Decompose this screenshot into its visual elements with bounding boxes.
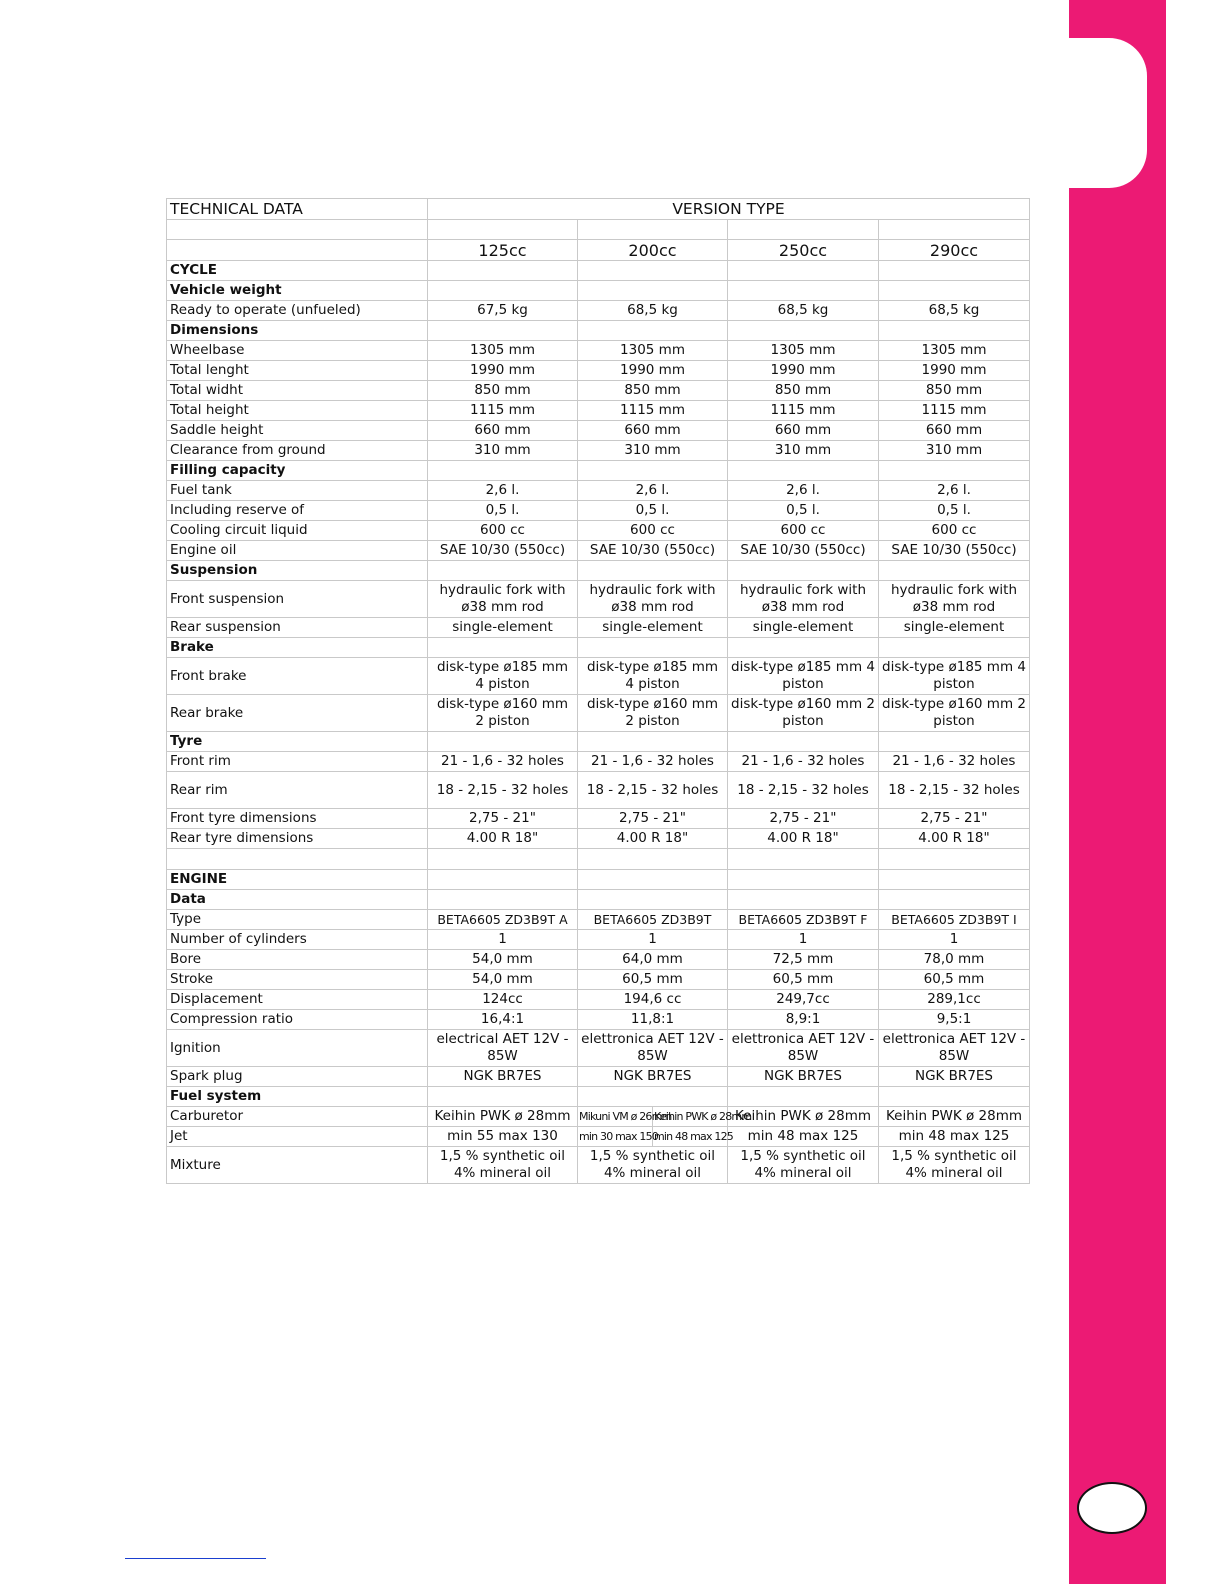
- row-label: Cooling circuit liquid: [167, 521, 428, 541]
- cell-value: 54,0 mm: [428, 950, 578, 970]
- cell-value: 1305 mm: [578, 341, 728, 361]
- cell-value: 1115 mm: [728, 401, 879, 421]
- section-heading: Vehicle weight: [167, 281, 428, 301]
- row-label: Type: [167, 910, 428, 930]
- cell-value: 1990 mm: [578, 361, 728, 381]
- table-row: [167, 1030, 1030, 1067]
- table-row: [167, 401, 1030, 421]
- table-row: [167, 1067, 1030, 1087]
- row-label: Jet: [167, 1127, 428, 1147]
- cell-value: 850 mm: [728, 381, 879, 401]
- row-label: Front suspension: [167, 581, 428, 618]
- row-label: Total widht: [167, 381, 428, 401]
- cell-value: 310 mm: [879, 441, 1030, 461]
- table-row: [167, 829, 1030, 849]
- table-row: [167, 930, 1030, 950]
- cell-value: 4.00 R 18": [428, 829, 578, 849]
- cell-value: min 48 max 125: [879, 1127, 1030, 1147]
- cell-value: NGK BR7ES: [728, 1067, 879, 1087]
- section-row: [167, 321, 1030, 341]
- section-row: [167, 281, 1030, 301]
- cell-value: hydraulic fork with ø38 mm rod: [428, 581, 578, 618]
- table-row: [167, 752, 1030, 772]
- cell-value: 60,5 mm: [578, 970, 728, 990]
- row-label: Front brake: [167, 658, 428, 695]
- table-row: [167, 301, 1030, 321]
- cell-value: min 48 max 125: [728, 1127, 879, 1147]
- cell-value: Keihin PWK ø 28mm: [879, 1107, 1030, 1127]
- cell-value: disk-type ø160 mm 2 piston: [728, 695, 879, 732]
- section-heading: Fuel system: [167, 1087, 428, 1107]
- section-row: [167, 870, 1030, 890]
- cell-value: NGK BR7ES: [879, 1067, 1030, 1087]
- cell-value: 1305 mm: [428, 341, 578, 361]
- section-heading: Suspension: [167, 561, 428, 581]
- cell-value: 194,6 cc: [578, 990, 728, 1010]
- cell-value: 600 cc: [879, 521, 1030, 541]
- cell-value: 600 cc: [728, 521, 879, 541]
- row-label: Rear suspension: [167, 618, 428, 638]
- cell-value: 21 - 1,6 - 32 holes: [879, 752, 1030, 772]
- version-header: 200cc: [578, 240, 728, 261]
- cell-value: 310 mm: [578, 441, 728, 461]
- table-row: [167, 220, 1030, 240]
- cell-value: min 55 max 130: [428, 1127, 578, 1147]
- row-label: Displacement: [167, 990, 428, 1010]
- cell-value: 78,0 mm: [879, 950, 1030, 970]
- cell-value: 1990 mm: [428, 361, 578, 381]
- table-row: [167, 381, 1030, 401]
- cell-value: single-element: [428, 618, 578, 638]
- cell-value: 18 - 2,15 - 32 holes: [879, 772, 1030, 809]
- row-label: Fuel tank: [167, 481, 428, 501]
- table-row: [167, 481, 1030, 501]
- version-header: 250cc: [728, 240, 879, 261]
- cell-value: 68,5 kg: [879, 301, 1030, 321]
- table-row: [167, 1127, 1030, 1147]
- table-row: [167, 809, 1030, 829]
- cell-value: 21 - 1,6 - 32 holes: [578, 752, 728, 772]
- table-row: [167, 1147, 1030, 1184]
- cell-value: NGK BR7ES: [428, 1067, 578, 1087]
- cell-value: BETA6605 ZD3B9T F: [728, 910, 879, 930]
- table-row: [167, 441, 1030, 461]
- table-row: [167, 950, 1030, 970]
- version-header: 125cc: [428, 240, 578, 261]
- table-row: [167, 990, 1030, 1010]
- cell-value: 2,6 l.: [428, 481, 578, 501]
- table-row: [167, 695, 1030, 732]
- cell-value: 64,0 mm: [578, 950, 728, 970]
- table-row: [167, 970, 1030, 990]
- cell-value: 2,6 l.: [578, 481, 728, 501]
- section-row: [167, 732, 1030, 752]
- section-heading: Tyre: [167, 732, 428, 752]
- cell-value: 60,5 mm: [728, 970, 879, 990]
- side-tab-cutout: [1069, 38, 1147, 188]
- cell-value: 18 - 2,15 - 32 holes: [578, 772, 728, 809]
- cell-value: 850 mm: [428, 381, 578, 401]
- cell-value: disk-type ø185 mm 4 piston: [879, 658, 1030, 695]
- table-row: [167, 772, 1030, 809]
- row-label: Saddle height: [167, 421, 428, 441]
- section-row: [167, 561, 1030, 581]
- cell-value: SAE 10/30 (550cc): [428, 541, 578, 561]
- section-heading: Dimensions: [167, 321, 428, 341]
- cell-value: SAE 10/30 (550cc): [578, 541, 728, 561]
- page-number-badge: [1077, 1482, 1147, 1534]
- cell-value: 1305 mm: [728, 341, 879, 361]
- cell-value: Mikuni VM ø 26mm: [578, 1107, 653, 1127]
- row-label: Wheelbase: [167, 341, 428, 361]
- table-row: [167, 421, 1030, 441]
- cell-value: 660 mm: [578, 421, 728, 441]
- table-row: [167, 541, 1030, 561]
- cell-value: 8,9:1: [728, 1010, 879, 1030]
- cell-value: 0,5 l.: [578, 501, 728, 521]
- table-row: [167, 618, 1030, 638]
- footer-link-line: [125, 1558, 266, 1559]
- row-label: Carburetor: [167, 1107, 428, 1127]
- cell-value: 21 - 1,6 - 32 holes: [428, 752, 578, 772]
- version-type-header: VERSION TYPE: [428, 199, 1030, 220]
- cell-value: 1,5 % synthetic oil 4% mineral oil: [428, 1147, 578, 1184]
- row-label: Stroke: [167, 970, 428, 990]
- cell-value: disk-type ø185 mm 4 piston: [578, 658, 728, 695]
- cell-value: 289,1cc: [879, 990, 1030, 1010]
- row-label: Total height: [167, 401, 428, 421]
- row-label: Number of cylinders: [167, 930, 428, 950]
- cell-value: 1,5 % synthetic oil 4% mineral oil: [578, 1147, 728, 1184]
- row-label: Rear tyre dimensions: [167, 829, 428, 849]
- cell-value: 68,5 kg: [578, 301, 728, 321]
- cell-value: 660 mm: [728, 421, 879, 441]
- cell-value: min 30 max 150: [578, 1127, 653, 1147]
- cell-value: BETA6605 ZD3B9T: [578, 910, 728, 930]
- cell-value: 660 mm: [428, 421, 578, 441]
- cell-value: single-element: [728, 618, 879, 638]
- table-header-row: [167, 199, 1030, 220]
- table-row: [167, 910, 1030, 930]
- row-label: Engine oil: [167, 541, 428, 561]
- cell-value: min 48 max 125: [653, 1127, 728, 1147]
- cell-value: 60,5 mm: [879, 970, 1030, 990]
- row-label: Ignition: [167, 1030, 428, 1067]
- section-heading: Filling capacity: [167, 461, 428, 481]
- table-row: [167, 1107, 1030, 1127]
- row-label: Rear brake: [167, 695, 428, 732]
- row-label: Bore: [167, 950, 428, 970]
- cell-value: 0,5 l.: [428, 501, 578, 521]
- cell-value: 9,5:1: [879, 1010, 1030, 1030]
- cell-value: disk-type ø185 mm 4 piston: [728, 658, 879, 695]
- cell-value: 1: [728, 930, 879, 950]
- cell-value: 1115 mm: [578, 401, 728, 421]
- cell-value: 2,75 - 21": [728, 809, 879, 829]
- version-header: 290cc: [879, 240, 1030, 261]
- row-label: Mixture: [167, 1147, 428, 1184]
- cell-value: 18 - 2,15 - 32 holes: [728, 772, 879, 809]
- section-row: [167, 461, 1030, 481]
- row-label: Clearance from ground: [167, 441, 428, 461]
- section-row: [167, 638, 1030, 658]
- section-row: [167, 890, 1030, 910]
- cell-value: 1990 mm: [879, 361, 1030, 381]
- section-heading: ENGINE: [167, 870, 428, 890]
- cell-value: 0,5 l.: [879, 501, 1030, 521]
- section-heading: CYCLE: [167, 261, 428, 281]
- cell-value: SAE 10/30 (550cc): [728, 541, 879, 561]
- cell-value: 850 mm: [879, 381, 1030, 401]
- cell-value: 249,7cc: [728, 990, 879, 1010]
- cell-value: 124cc: [428, 990, 578, 1010]
- cell-value: 600 cc: [578, 521, 728, 541]
- cell-value: 18 - 2,15 - 32 holes: [428, 772, 578, 809]
- cell-value: hydraulic fork with ø38 mm rod: [728, 581, 879, 618]
- cell-value: 11,8:1: [578, 1010, 728, 1030]
- cell-value: 16,4:1: [428, 1010, 578, 1030]
- cell-value: 2,75 - 21": [428, 809, 578, 829]
- table-row: [167, 501, 1030, 521]
- cell-value: 2,75 - 21": [578, 809, 728, 829]
- cell-value: 850 mm: [578, 381, 728, 401]
- cell-value: elettronica AET 12V - 85W: [728, 1030, 879, 1067]
- cell-value: 660 mm: [879, 421, 1030, 441]
- cell-value: 310 mm: [428, 441, 578, 461]
- spacer-row: [167, 849, 1030, 870]
- cell-value: 1: [879, 930, 1030, 950]
- cell-value: 4.00 R 18": [879, 829, 1030, 849]
- cell-value: Keihin PWK ø 28mm: [428, 1107, 578, 1127]
- magenta-side-bar: [1069, 0, 1166, 1584]
- section-heading: Brake: [167, 638, 428, 658]
- cell-value: disk-type ø160 mm 2 piston: [879, 695, 1030, 732]
- table-row: [167, 361, 1030, 381]
- cell-value: 1305 mm: [879, 341, 1030, 361]
- cell-value: elettronica AET 12V - 85W: [879, 1030, 1030, 1067]
- cell-value: 21 - 1,6 - 32 holes: [728, 752, 879, 772]
- row-label: Rear rim: [167, 772, 428, 809]
- cell-value: single-element: [578, 618, 728, 638]
- cell-value: BETA6605 ZD3B9T A: [428, 910, 578, 930]
- cell-value: 4.00 R 18": [728, 829, 879, 849]
- cell-value: 0,5 l.: [728, 501, 879, 521]
- cell-value: 1115 mm: [428, 401, 578, 421]
- cell-value: disk-type ø160 mm 2 piston: [578, 695, 728, 732]
- cell-value: NGK BR7ES: [578, 1067, 728, 1087]
- row-label: Front rim: [167, 752, 428, 772]
- table-row: [167, 581, 1030, 618]
- cell-value: 1115 mm: [879, 401, 1030, 421]
- table-row: [167, 1010, 1030, 1030]
- row-label: Ready to operate (unfueled): [167, 301, 428, 321]
- table-row: [167, 521, 1030, 541]
- cell-value: single-element: [879, 618, 1030, 638]
- cell-value: 2,75 - 21": [879, 809, 1030, 829]
- row-label: Front tyre dimensions: [167, 809, 428, 829]
- cell-value: 2,6 l.: [879, 481, 1030, 501]
- row-label: Including reserve of: [167, 501, 428, 521]
- cell-value: Keihin PWK ø 28mm: [728, 1107, 879, 1127]
- cell-value: 600 cc: [428, 521, 578, 541]
- cell-value: BETA6605 ZD3B9T I: [879, 910, 1030, 930]
- section-row: [167, 261, 1030, 281]
- row-label: Total lenght: [167, 361, 428, 381]
- cell-value: disk-type ø160 mm 2 piston: [428, 695, 578, 732]
- cell-value: disk-type ø185 mm 4 piston: [428, 658, 578, 695]
- cell-value: 1,5 % synthetic oil 4% mineral oil: [728, 1147, 879, 1184]
- technical-data-table: [166, 198, 1030, 1184]
- cell-value: 2,6 l.: [728, 481, 879, 501]
- cell-value: 1990 mm: [728, 361, 879, 381]
- section-heading: Data: [167, 890, 428, 910]
- section-row: [167, 1087, 1030, 1107]
- cell-value: 72,5 mm: [728, 950, 879, 970]
- cell-value: elettronica AET 12V - 85W: [578, 1030, 728, 1067]
- cell-value: 67,5 kg: [428, 301, 578, 321]
- table-row: [167, 658, 1030, 695]
- cell-value: 1,5 % synthetic oil 4% mineral oil: [879, 1147, 1030, 1184]
- cell-value: 310 mm: [728, 441, 879, 461]
- cell-value: hydraulic fork with ø38 mm rod: [578, 581, 728, 618]
- cell-value: 68,5 kg: [728, 301, 879, 321]
- cell-value: 1: [578, 930, 728, 950]
- cell-value: 54,0 mm: [428, 970, 578, 990]
- table-row: [167, 341, 1030, 361]
- version-columns-row: [167, 240, 1030, 261]
- cell-value: SAE 10/30 (550cc): [879, 541, 1030, 561]
- cell-value: Keihin PWK ø 28mm: [653, 1107, 728, 1127]
- cell-value: hydraulic fork with ø38 mm rod: [879, 581, 1030, 618]
- table-title: TECHNICAL DATA: [167, 199, 428, 220]
- cell-value: 1: [428, 930, 578, 950]
- cell-value: electrical AET 12V - 85W: [428, 1030, 578, 1067]
- row-label: Spark plug: [167, 1067, 428, 1087]
- cell-value: 4.00 R 18": [578, 829, 728, 849]
- row-label: Compression ratio: [167, 1010, 428, 1030]
